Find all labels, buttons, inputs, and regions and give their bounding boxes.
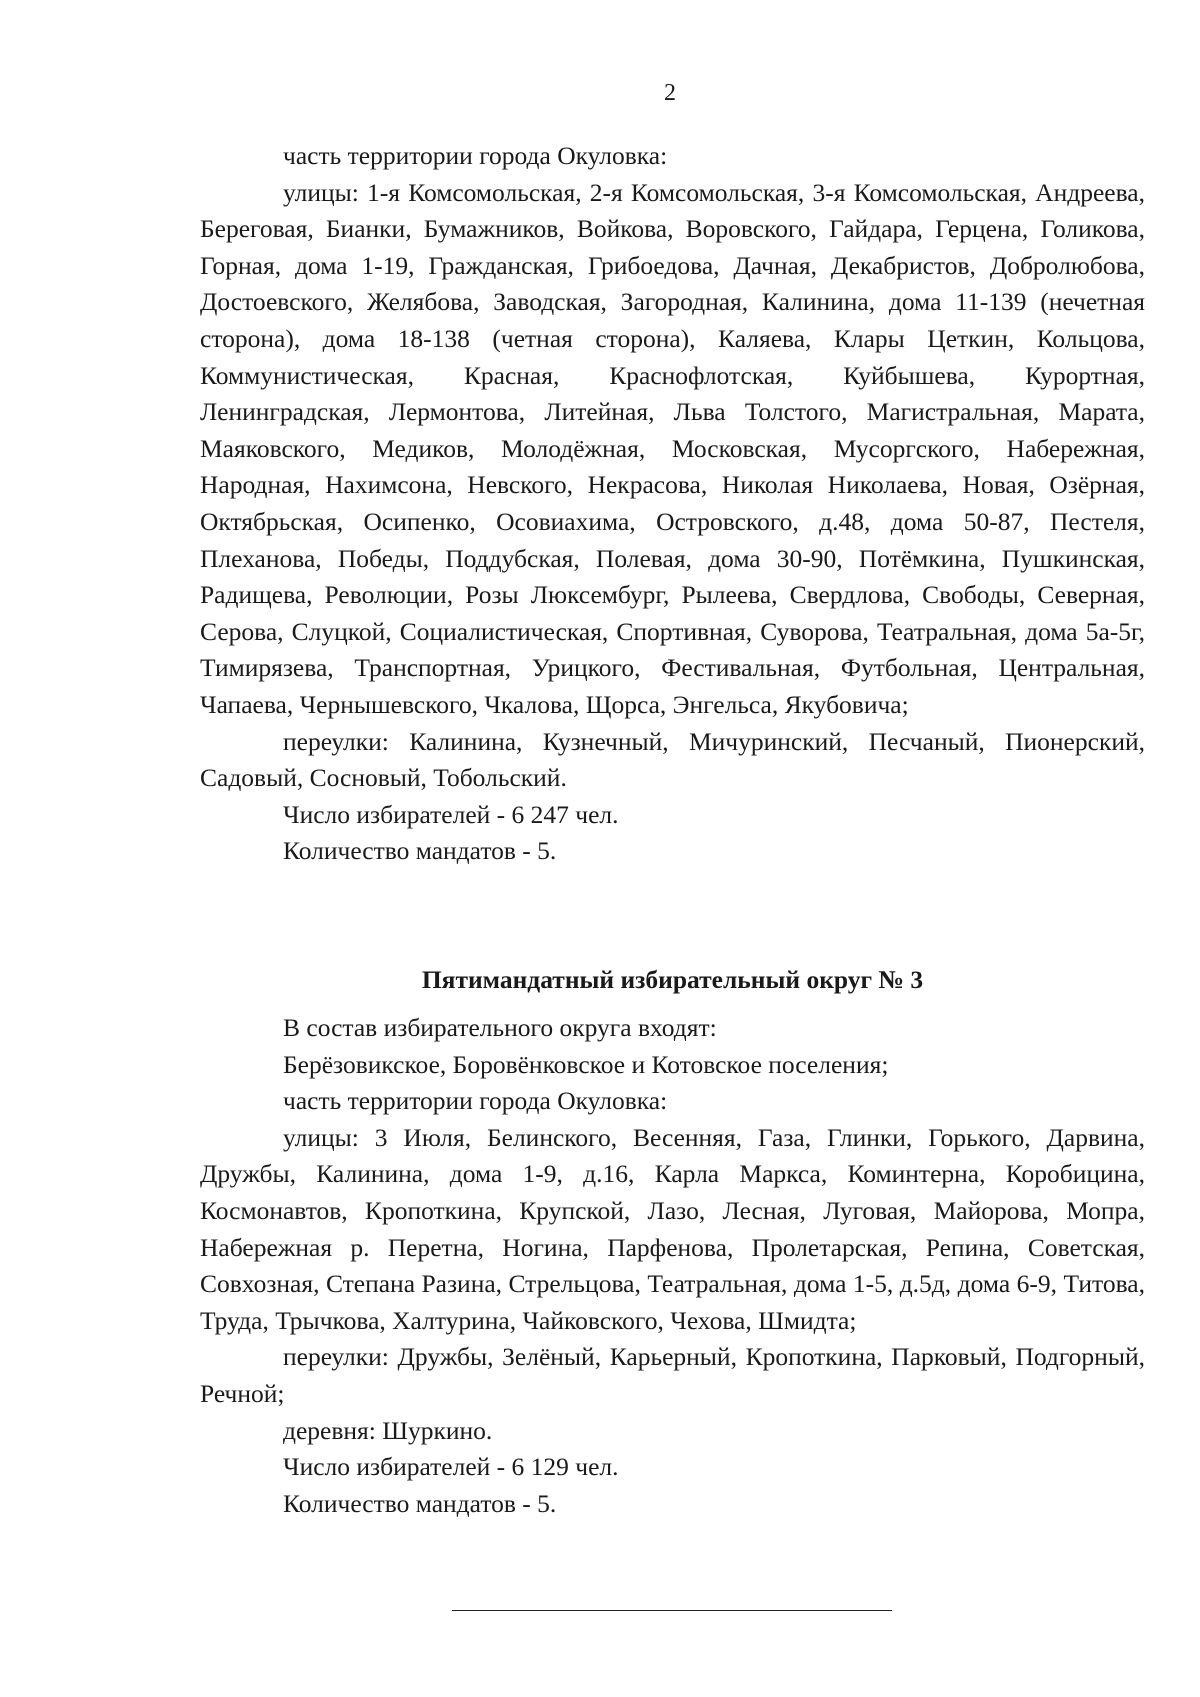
district-3-section — [200, 1010, 1145, 1522]
composition-intro: В состав избирательного округа входят: — [283, 1013, 717, 1042]
district-3-heading: Пятимандатный избирательный округ № 3 — [421, 965, 924, 994]
settlements-list: Берёзовикское, Боровёнковское и Котовское поселения; — [283, 1049, 889, 1079]
district-2-continuation — [200, 138, 1145, 870]
village-entry: деревня: Шуркино. — [283, 1415, 493, 1445]
lanes-list: переулки: Калинина, Кузнечный, Мичуринский, Песчаный, Пионерский, Садовый, Сосновый, Тобольский. — [200, 726, 1145, 793]
closing-rule — [452, 1610, 892, 1611]
lanes-list: переулки: Дружбы, Зелёный, Карьерный, Кропоткина, Парковый, Подгорный, Речной; — [200, 1342, 1145, 1408]
mandates-count: Количество мандатов - 5. — [283, 836, 557, 866]
voters-count: Число избирателей - 6 129 чел. — [283, 1452, 619, 1482]
streets-list: улицы: 3 Июля, Белинского, Весенняя, Газа, Глинки, Горького, Дарвина, Дружбы, Калинина, дома 1-9, д.16, Карла Маркса, Коминтерна, Коробицина, Космонавтов, Кропоткина, Крупской, Лазо, Лесная, Луговая, Майорова, Мопра, Набережная р. Перетна, Ногина, Парфенова, Пролетарская, Репина, Советская, Совхозная, Степана Разина, Стрельцова, Театральная, дома 1-5, д.5д, дома 6-9, Титова, Труда, Трычкова, Халтурина, Чайковского, Чехова, Шмидта; — [200, 1122, 1145, 1335]
mandates-count: Количество мандатов - 5. — [283, 1488, 557, 1518]
voters-count: Число избирателей - 6 247 чел. — [283, 799, 619, 829]
territory-intro: часть территории города Окуловка: — [283, 141, 668, 170]
streets-list: улицы: 1-я Комсомольская, 2-я Комсомольская, 3-я Комсомольская, Андреева, Береговая, Бианки, Бумажников, Войкова, Воровского, Гайдара, Герцена, Голикова, Горная, дома 1-19, Гражданская, Грибоедова, Дачная, Декабристов, Добролюбова, Достоевского, Желябова, Заводская, Загородная, Калинина, дома 11-139 (нечетная сторона), дома 18-138 (четная сторона), Каляева, Клары Цеткин, Кольцова, Коммунистическая, Красная, Краснофлотская, Куйбышева, Курортная, Ленинградская, Лермонтова, Литейная, Льва Толстого, Магистральная, Марата, Маяковского, Медиков, Молодёжная, Московская, Мусоргского, Набережная, Народная, Нахимсона, Невского, Некрасова, Николая Николаева, Новая, Озёрная, Октябрьская, Осипенко, Осовиахима, Островского, д.48, дома 50-87, Пестеля, Плеханова, Победы, Поддубская, Полевая, дома 30-90, Потёмкина, Пушкинская, Радищева, Революции, Розы Люксембург, Рылеева, Свердлова, Свободы, Северная, Серова, Слуцкой, Социалистическая, Спортивная, Суворова, Театральная, дома 5а-5г, Тимирязева, Транспортная, Урицкого, Фестивальная, Футбольная, Центральная, Чапаева, Чернышевского, Чкалова, Щорса, Энгельса, Якубовича; — [200, 177, 1145, 719]
territory-intro: часть территории города Окуловка: — [283, 1086, 668, 1116]
page-number: 2 — [664, 80, 676, 106]
